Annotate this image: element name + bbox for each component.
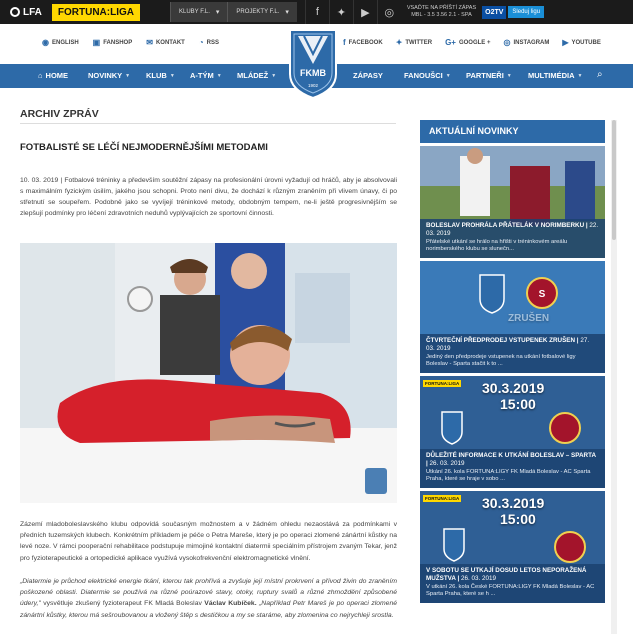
match-date: 30.3.2019 xyxy=(482,380,545,396)
fortuna-liga-logo[interactable]: FORTUNA:LIGA xyxy=(52,4,140,21)
physio-photo-illustration xyxy=(20,243,397,503)
twitter-icon: ✦ xyxy=(395,38,403,47)
ql-english[interactable]: ◉ ENGLISH xyxy=(42,38,79,47)
shop-icon: ▣ xyxy=(92,38,101,47)
googleplus-icon: G+ xyxy=(445,38,456,47)
news-card-text: Jediný den předprodeje vstupenek na utkání fotbalové ligy Boleslav - Sparta stačit k to ... xyxy=(426,353,576,368)
instagram-icon[interactable]: ◎ xyxy=(377,0,401,24)
news-card-title: ČTVRTEČNÍ PŘEDPRODEJ VSTUPENEK ZRUŠEN xyxy=(426,336,576,344)
ql-youtube[interactable]: ▶ YOUTUBE xyxy=(562,38,601,47)
sidebar-heading: AKTUÁLNÍ NOVINKY xyxy=(420,120,605,143)
ql-contact[interactable]: ✉ KONTAKT xyxy=(146,38,185,47)
projects-dropdown[interactable]: PROJEKTY F.L. ▾ xyxy=(227,2,296,22)
quick-links-left xyxy=(42,38,219,47)
photo-watermark-logo xyxy=(365,468,387,494)
article-lead: 10. 03. 2019 | Fotbalové tréninky a především soutěžní zápasy na profesionální úrovni vyžadují od hráčů, aby je absolvovali s maximálním fyzickým úsilím, jakého jsou schopni. Proto není divu, že dochází k různým zraněním při vlivem únavy, či po střetnutí se soupeřem. Podobně jako se vyvíjejí tréninkové metody, obdobným tempem, ne-li ještě progresivnějším se zlepšují podmínky pro léčení zdravotních neduhů vyplývajících ze sportovní činnosti. xyxy=(20,177,398,217)
youtube-icon: ▶ xyxy=(562,38,569,47)
news-card-caption: BOLESLAV PROHRÁLA PŘÁTELÁK V NORIMBERKU | 22. 03. 2019 Přátelské utkání se hrálo na hřišti v tréninkovém areálu norimberského klubu se slunečn... xyxy=(420,219,605,258)
news-card-caption: DŮLEŽITÉ INFORMACE K UTKÁNÍ BOLESLAV – SPARTA | 26. 03. 2019 Utkání 26. kola FORTUNA:LIGY FK Mladá Boleslav - AC Sparta Praha, které se hraje v sobo ... xyxy=(420,449,605,488)
crest-initials: FKMB xyxy=(300,68,326,78)
mail-icon: ✉ xyxy=(146,38,153,47)
chevron-down-icon: ▼ xyxy=(216,72,222,79)
article-date: 10. 03. 2019 xyxy=(20,177,59,184)
player-blue-shirt xyxy=(565,161,595,221)
article-quote: „Diatermie je průchod elektrické energie tkání, kterou tak prohřívá a zvyšuje její místní prokrvení a přívod živin do zraněním poškozené oblasti. Diatermie se používá na různé poúrazové stavy, otoky, ruptury svalů a různé zhmoždění způsobené údery," vysvětluje zkušený fyzioterapeut FK Mladá Boleslav Václav Kubíček. „Například Petr Mareš je po operaci zlomené zánártní kůstky, kterou má sešroubovanou a vložený štěp s destičkou a my se staráme, aby zlomenina co nejrychleji srostla. xyxy=(20,578,398,619)
facebook-icon: f xyxy=(343,38,346,47)
next-match-odds[interactable]: VSAĎTE NA PŘÍŠTÍ ZÁPAS MBL - 3.5 3.56 2.1 - SPA xyxy=(406,5,477,18)
photo-man-left-shirt xyxy=(160,295,220,375)
ql-facebook[interactable]: f FACEBOOK xyxy=(343,38,383,47)
twitter-icon[interactable]: ✦ xyxy=(329,0,353,24)
news-card-text: V utkání 26. kola České FORTUNA:LIGY FK Mladá Boleslav - AC Sparta Praha, které se h ... xyxy=(426,583,595,598)
nav-youth[interactable]: MLÁDEŽ ▼ xyxy=(237,71,277,80)
globe-icon: ◉ xyxy=(42,38,49,47)
photo-man-right-head xyxy=(231,253,267,289)
chevron-down-icon: ▼ xyxy=(125,72,131,79)
match-time: 15:00 xyxy=(500,511,536,527)
quick-links-right xyxy=(343,38,601,47)
player-red-shirt xyxy=(510,166,550,226)
crest-year: 1902 xyxy=(307,83,319,88)
top-socials xyxy=(305,0,401,24)
news-card-title: BOLESLAV PROHRÁLA PŘÁTELÁK V NORIMBERKU xyxy=(426,221,585,229)
ql-fanshop[interactable]: ▣ FANSHOP xyxy=(92,38,133,47)
sparta-crest-icon xyxy=(550,413,580,443)
chevron-down-icon: ▼ xyxy=(169,72,175,79)
fortuna-liga-badge: FORTUNA:LIGA xyxy=(425,496,460,501)
news-card-text: Utkání 26. kola FORTUNA:LIGY FK Mladá Boleslav - AC Sparta Praha, které se hraje v sobo ... xyxy=(426,468,591,483)
news-card-title: V SOBOTU SE UTKAJÍ DOSUD LETOS NEPORAŽENÁ MUŽSTVA xyxy=(426,566,587,582)
ql-googleplus[interactable]: G+ GOOGLE + xyxy=(445,38,491,47)
match-time: 15:00 xyxy=(500,396,536,412)
nav-club[interactable]: KLUB ▼ xyxy=(146,71,175,80)
article-title: FOTBALISTÉ SE LÉČÍ NEJMODERNĚJŠÍMI METODAMI xyxy=(20,142,268,153)
watch-league-button[interactable]: Sleduj ligu xyxy=(508,6,544,18)
news-card-date: 26. 03. 2019 xyxy=(461,574,497,582)
nav-news[interactable]: NOVINKY ▼ xyxy=(88,71,131,80)
rss-icon: ◔ xyxy=(198,38,204,47)
o2tv-promo[interactable]: O2TV Sleduj ligu xyxy=(482,0,544,24)
photo-wall-clock xyxy=(128,287,152,311)
news-card-caption: V SOBOTU SE UTKAJÍ DOSUD LETOS NEPORAŽENÁ MUŽSTVA | 26. 03. 2019 V utkání 26. kola České FORTUNA:LIGY FK Mladá Boleslav - AC Sparta Praha, které se h ... xyxy=(420,564,605,603)
chevron-down-icon: ▼ xyxy=(271,72,277,79)
facebook-icon[interactable]: f xyxy=(305,0,329,24)
player-head xyxy=(467,148,483,164)
nav-multimedia[interactable]: MULTIMÉDIA ▼ xyxy=(528,71,583,80)
club-crest-logo[interactable] xyxy=(288,28,338,100)
home-icon: ⌂ xyxy=(38,71,43,80)
lead-text: Fotbalové tréninky a především soutěžní zápasy na profesionální úrovni vyžadují od hráčů, aby je absolvovali s maximálním fyzickým úsilím, jakého jsou schopni. Proto není divu, že dochází k různým zraněním při vlivem únavy, či po střetnutí se soupeřem. Podobně jako se vyvíjejí tréninkové metody, obdobným tempem, ne-li ještě progresivnějším se zlepšují podmínky pro léčení zdravotních neduhů vyplývajících ze sportovní činnosti. xyxy=(20,177,398,217)
chevron-down-icon: ▼ xyxy=(506,72,512,79)
news-card[interactable] xyxy=(420,491,605,603)
ql-rss[interactable]: ◔ RSS xyxy=(198,38,220,47)
news-card[interactable] xyxy=(420,376,605,488)
nav-fans[interactable]: FANOUŠCI ▼ xyxy=(404,71,451,80)
news-card-date: 22. 03. 2019 xyxy=(426,221,599,237)
news-card-text: Přátelské utkání se hrálo na hřišti v tréninkovém areálu norimberského klubu se slunečn... xyxy=(426,238,568,253)
photo-shelf xyxy=(295,273,350,343)
chevron-down-icon: ▾ xyxy=(285,9,289,16)
article-photo xyxy=(20,243,397,503)
nav-home[interactable]: ⌂ HOME xyxy=(38,71,69,80)
clubs-dropdown[interactable]: KLUBY F.L. ▾ xyxy=(170,2,227,22)
chevron-down-icon: ▼ xyxy=(577,72,583,79)
divider xyxy=(20,123,396,124)
fkmb-crest-icon xyxy=(442,412,462,444)
news-card-title: DŮLEŽITÉ INFORMACE K UTKÁNÍ BOLESLAV – SPARTA xyxy=(426,451,596,459)
chevron-down-icon: ▾ xyxy=(215,9,220,16)
news-card-date: 27. 03. 2019 xyxy=(426,336,590,352)
nav-partners[interactable]: PARTNEŘI ▼ xyxy=(466,71,512,80)
nav-matches[interactable]: ZÁPASY xyxy=(353,71,383,80)
match-date: 30.3.2019 xyxy=(482,495,545,511)
search-icon[interactable]: ⌕ xyxy=(597,69,603,80)
article-body: Zázemí mladoboleslavského klubu odpovídá současným možnostem a v žádném ohledu nezaostává za podmínkami v předních tuzemských klubech. Konkrétním příkladem je péče o Petra Mareše, který je po operaci zlomené zánártní kůstky na levé noze. V rámci pooperační rehabilitace podstupuje mimojiné kontaktní diatermii speciálním přístrojem zvaným Tekar, jenž pro fyzioterapeutické a ortopedické aplikace využívá vysokofrekvenční elektromagnetické vlnění. xyxy=(20,521,397,562)
cancelled-overlay: ZRUŠEN xyxy=(508,313,550,324)
sidebar-scrollbar[interactable] xyxy=(611,120,617,634)
lfa-ring-icon xyxy=(10,7,20,17)
ql-twitter[interactable]: ✦ TWITTER xyxy=(395,38,433,47)
sparta-initial: S xyxy=(538,289,546,300)
fkmb-crest-icon xyxy=(480,275,504,313)
news-card[interactable] xyxy=(420,146,605,258)
lfa-logo[interactable]: LFA xyxy=(0,0,48,24)
instagram-icon: ◎ xyxy=(503,38,511,47)
youtube-icon[interactable]: ▶ xyxy=(353,0,377,24)
scrollbar-thumb[interactable] xyxy=(612,120,616,240)
photo-player-arm xyxy=(210,415,335,443)
sparta-crest-icon xyxy=(555,532,585,562)
section-title: ARCHIV ZPRÁV xyxy=(20,108,99,120)
fortuna-liga-badge: FORTUNA:LIGA xyxy=(425,381,460,386)
nav-a-team[interactable]: A-TÝM ▼ xyxy=(190,71,222,80)
news-card[interactable] xyxy=(420,261,605,373)
chevron-down-icon: ▼ xyxy=(445,72,451,79)
news-card-caption: ČTVRTEČNÍ PŘEDPRODEJ VSTUPENEK ZRUŠEN | 27. 03. 2019 Jediný den předprodeje vstupenek na utkání fotbalové ligy Boleslav - Sparta stačit k to ... xyxy=(420,334,605,373)
top-bar xyxy=(0,0,633,24)
ql-instagram[interactable]: ◎ INSTAGRAM xyxy=(503,38,550,47)
player-white-shirt xyxy=(460,156,490,216)
news-card-date: 26. 03. 2019 xyxy=(429,459,465,467)
fkmb-crest-icon xyxy=(444,529,464,561)
